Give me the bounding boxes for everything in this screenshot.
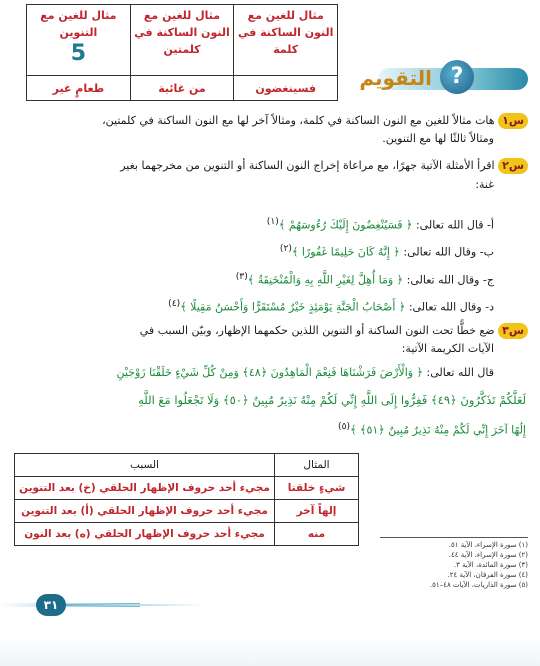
question-mark-icon: ?	[440, 60, 474, 94]
value-cell: طعامٍ غير	[27, 76, 131, 101]
answer-table-header	[15, 454, 359, 477]
table-row	[15, 477, 359, 500]
examples-value-row	[27, 76, 338, 101]
page-number-bar	[66, 604, 206, 606]
column-header-example: المثال	[275, 454, 359, 477]
examples-header-row	[27, 5, 338, 76]
column-header-reason: السبب	[15, 454, 275, 477]
reason-cell: مجيء أحد حروف الإظهار الحلقي (أ) بعد التنوين	[15, 500, 275, 523]
example-item	[236, 268, 494, 289]
footnote: (٢) سورة الإسراء، الآية ٤٤.	[448, 551, 528, 559]
section-title: التقويم	[359, 66, 432, 90]
question-badge: س٣	[498, 323, 528, 339]
footnote: (٥) سورة الذاريات، الآيات ٤٨–٥١.	[429, 581, 528, 589]
ayah-line-2: لَعَلَّكُمْ تَذَكَّرُونَ ﴿٤٩﴾ فَفِرُّوا إِلَى اللَّهِ إِنِّي لَكُمْ مِنْهُ نَذِيرٌ مُبِينٌ ﴿٥٠﴾ وَلَا تَجْعَلُوا مَعَ اللَّهِ	[138, 393, 526, 407]
footnote-ref: (١)	[266, 216, 279, 227]
page-number: ٣١	[36, 594, 66, 616]
ayah-text: إِلَٰهًا آخَرَ إِنِّي لَكُمْ مِنْهُ نَذِيرٌ مُبِينٌ ﴿٥١﴾ ﴾	[350, 423, 526, 437]
footnote-ref: (٣)	[235, 271, 248, 282]
example-item	[168, 295, 494, 316]
footnote: (٤) سورة الفرقان، الآية ٢٤.	[447, 571, 528, 579]
footnotes	[380, 537, 528, 590]
footnote-divider	[380, 537, 528, 538]
question-badge: س١	[498, 113, 528, 129]
example-cell: شيءٍ خلقنا	[275, 477, 359, 500]
ayah-text: ﴿ إِنَّهُ كَانَ حَلِيمًا غَفُورًا ﴾	[291, 245, 400, 259]
footnote-ref: (٥)	[338, 421, 351, 432]
example-prefix: د- وقال الله تعالى:	[405, 300, 494, 314]
reason-cell: مجيء أحد حروف الإظهار الحلقي (ه) بعد النون	[15, 523, 275, 546]
question-text: الآيات الكريمة الآتية:	[401, 342, 494, 355]
example-cell: منه	[275, 523, 359, 546]
question-text: غنة:	[475, 178, 494, 191]
header-cell-two-words	[130, 5, 234, 76]
ayah-line-3	[338, 418, 526, 439]
example-prefix: أ- قال الله تعالى:	[412, 218, 494, 232]
header-text: مثال للغين مع النون الساكنة في كلمتين	[134, 9, 230, 56]
reason-cell: مجيء أحد حروف الإظهار الحلقي (خ) بعد التنوين	[15, 477, 275, 500]
examples-summary-table	[26, 4, 338, 101]
footnote: (١) سورة الإسراء، الآية ٥١.	[448, 541, 528, 549]
header-cell-tanween	[27, 5, 131, 76]
footnote: (٣) سورة المائدة، الآية ٣.	[453, 561, 528, 569]
value-cell: فسينغضون	[234, 76, 338, 101]
answer-table	[14, 453, 359, 546]
ayah-text: ﴿ وَمَا أُهِلَّ لِغَيْرِ اللَّهِ بِهِ وَالْمُنْخَنِقَةُ ﴾	[247, 273, 404, 287]
example-prefix: ج- وقال الله تعالى:	[403, 273, 494, 287]
footnote-ref: (٢)	[279, 243, 292, 254]
ayah-text: ﴿ وَالْأَرْضَ فَرَشْنَاهَا فَنِعْمَ الْمَاهِدُونَ ﴿٤٨﴾ وَمِنْ كُلِّ شَيْءٍ خَلَقْنَا زَوْجَيْنِ	[116, 366, 424, 379]
question-2-line-1	[120, 157, 528, 174]
question-1-line-1	[102, 112, 528, 129]
question-1-line-2	[382, 130, 494, 147]
table-row	[15, 500, 359, 523]
header-text: مثال للغين مع النون الساكنة في كلمة	[237, 9, 334, 56]
ayah-text: ﴿ فَسَيُنْغِضُونَ إِلَيْكَ رُءُوسَهُمْ ﴾	[278, 218, 413, 232]
question-3-line-1	[140, 322, 528, 339]
example-item	[267, 213, 494, 234]
question-text: ومثالاً ثالثًا لها مع التنوين.	[382, 132, 494, 145]
header-text: مثال للغين مع التنوين	[40, 9, 117, 39]
footnote-ref: (٤)	[168, 298, 181, 309]
ayah-line-1	[116, 364, 494, 381]
header-cell-one-word	[234, 5, 338, 76]
question-text: اقرأ الأمثلة الآتية جهرًا، مع مراعاة إخراج النون الساكنة أو التنوين من مخرجهما بغير	[120, 159, 495, 172]
value-cell: من غائبة	[130, 76, 234, 101]
question-badge: س٢	[498, 158, 528, 174]
table-row	[15, 523, 359, 546]
question-2-line-2	[475, 176, 494, 193]
page-bottom-stripe	[0, 636, 540, 666]
question-text: هات مثالاً للغين مع النون الساكنة في كلمة، ومثالاً آخر لها مع النون الساكنة في كلمتين،	[102, 114, 495, 127]
evaluation-header	[338, 60, 528, 100]
example-cell: إلهاً آخر	[275, 500, 359, 523]
example-prefix: ب- وقال الله تعالى:	[399, 245, 494, 259]
question-text: ضع خطًّا تحت النون الساكنة أو التنوين اللذين حكمهما الإظهار، وبيّن السبب في	[139, 324, 495, 337]
example-item	[280, 240, 494, 261]
question-3-line-2	[402, 340, 494, 357]
big-number: 5	[70, 41, 86, 66]
ayah-text: ﴿ أَصْحَابُ الْجَنَّةِ يَوْمَئِذٍ خَيْرٌ مُسْتَقَرًّا وَأَحْسَنُ مَقِيلًا ﴾	[180, 300, 406, 314]
ayah-intro: قال الله تعالى:	[423, 366, 494, 379]
